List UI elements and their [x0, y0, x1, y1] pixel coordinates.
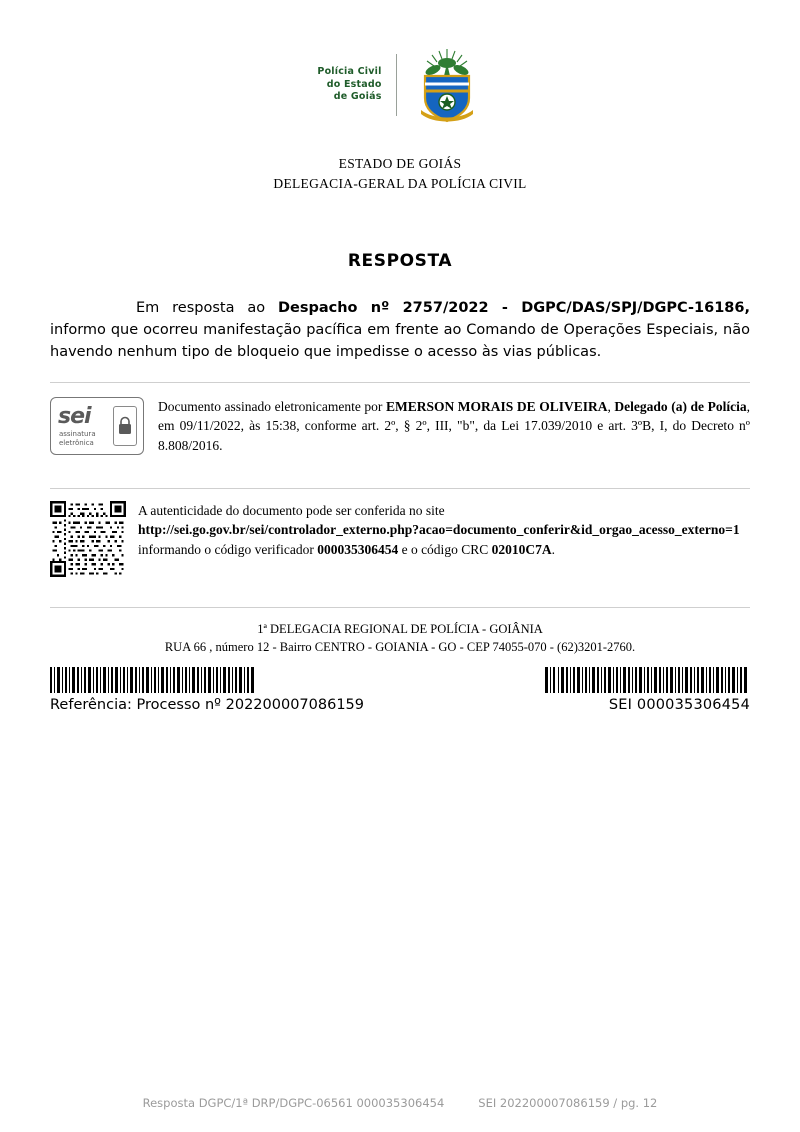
authenticity-block — [50, 489, 750, 589]
page-footer-left: Resposta DGPC/1ª DRP/DGPC-06561 000035306454 — [142, 1096, 445, 1110]
goias-coat-of-arms-icon — [411, 46, 483, 124]
sei-stamp-sub-line-2: eletrônica — [59, 438, 94, 447]
signature-suffix: , em 09/11/2022, às 15:38, conforme art. 2º, § 2º, III, "b", da Lei 17.039/2010 e art. 3ºB, I, do Decreto nº 8.808/2016. — [158, 398, 750, 454]
sei-stamp-subtitle — [59, 430, 96, 448]
signature-separator: , — [607, 398, 615, 414]
logo-line-3: de Goiás — [333, 91, 382, 103]
page-title: RESPOSTA — [347, 250, 453, 271]
logo-text-block — [317, 66, 381, 104]
logo-divider — [396, 54, 397, 116]
sei-value: 000035306454 — [636, 697, 750, 714]
document-body-paragraph — [50, 297, 750, 364]
crc-code: 02010C7A — [491, 541, 552, 557]
reference-row — [50, 697, 750, 713]
signer-role: Delegado (a) de Polícia — [614, 398, 747, 414]
org-line-department: DELEGACIA-GERAL DA POLÍCIA CIVIL — [273, 176, 527, 192]
process-reference: Referência: Processo nº 202200007086159 — [50, 697, 365, 714]
sei-stamp-sub-line-1: assinatura — [59, 429, 96, 438]
org-line-state: ESTADO DE GOIÁS — [338, 156, 462, 171]
crc-label: e o código CRC — [398, 541, 492, 557]
barcode-sei-icon — [545, 667, 750, 693]
verifier-code: 000035306454 — [317, 541, 399, 557]
page-footer-right: SEI 202200007086159 / pg. 12 — [478, 1096, 658, 1110]
divider-bottom — [50, 607, 750, 608]
sei-signature-stamp-icon — [50, 397, 144, 455]
body-intro: Em resposta ao — [136, 299, 278, 316]
sei-number — [609, 697, 750, 713]
lock-icon — [113, 406, 137, 446]
signature-prefix: Documento assinado eletronicamente por — [158, 398, 386, 414]
address-line-2: RUA 66 , número 12 - Bairro CENTRO - GOIANIA - GO - CEP 74055-070 - (62)3201-2760. — [164, 640, 636, 655]
authenticity-url[interactable]: http://sei.go.gov.br/sei/controlador_externo.php?acao=documento_conferir&id_orgao_acesso_externo=1 — [138, 522, 740, 538]
logo-line-2: do Estado — [326, 78, 382, 90]
authenticity-mid: informando o código verificador — [138, 541, 318, 557]
signer-name: EMERSON MORAIS DE OLIVEIRA — [385, 398, 608, 414]
body-rest: informo que ocorreu manifestação pacífica em frente ao Comando de Operações Especiais, não havendo nenhum tipo de bloqueio que impedisse o acesso às vias públicas. — [50, 321, 750, 361]
sei-stamp-word: sei — [58, 403, 91, 429]
footer-address — [50, 620, 750, 658]
document-header — [50, 0, 750, 124]
sei-label: SEI — [608, 697, 637, 714]
institution-logo — [317, 46, 482, 124]
authenticity-period: . — [551, 541, 555, 557]
page-footer — [0, 1096, 800, 1110]
address-line-1: 1ª DELEGACIA REGIONAL DE POLÍCIA - GOIÂNIA — [257, 621, 543, 636]
body-bold-reference: Despacho nº 2757/2022 - DGPC/DAS/SPJ/DGPC-16186, — [277, 299, 750, 316]
qr-code-icon — [50, 501, 126, 577]
barcode-process-icon — [50, 667, 255, 693]
organization-heading — [50, 154, 750, 195]
authenticity-text — [138, 501, 750, 560]
logo-line-1: Polícia Civil — [317, 65, 382, 77]
signature-text — [158, 397, 750, 456]
barcode-row — [50, 667, 750, 693]
authenticity-line-1: A autenticidade do documento pode ser conferida no site — [138, 502, 445, 518]
electronic-signature-block — [50, 383, 750, 470]
